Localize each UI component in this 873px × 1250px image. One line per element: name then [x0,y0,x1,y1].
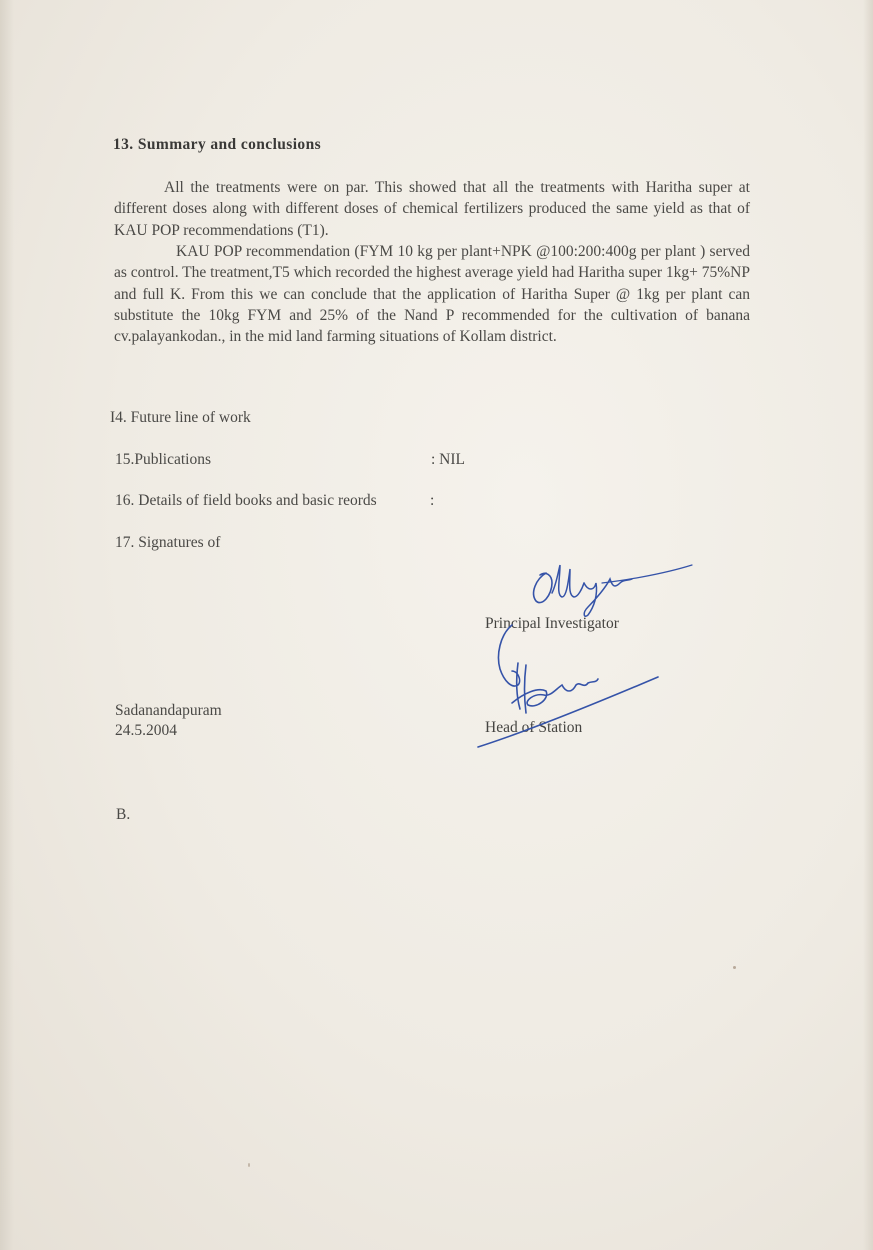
section-heading: 13. Summary and conclusions [113,136,322,153]
field-books-label: 16. Details of field books and basic reords [115,492,377,509]
signatures-label: 17. Signatures of [115,534,221,551]
paper-speck [733,966,736,969]
field-books-value: : [430,492,435,509]
future-work-label: I4. Future line of work [110,409,251,426]
principal-investigator-label: Principal Investigator [485,615,619,632]
place-name: Sadanandapuram [115,702,222,719]
footer-mark: B. [116,806,131,823]
publications-label: 15.Publications [115,451,212,468]
paper-speck [248,1163,250,1167]
head-of-station-signature [472,605,672,755]
paper-shadow-left [0,0,14,1250]
publications-value: : NIL [431,451,466,468]
summary-paragraph-1: All the treatments were on par. This showed that all the treatments with Haritha super at different doses along with different doses of chemical fertilizers produced the same yield as that of KAU POP recommendations (T1). [114,179,750,239]
head-of-station-label: Head of Station [485,719,583,736]
document-date: 24.5.2004 [115,722,177,739]
paper-shadow-right [863,0,873,1250]
summary-paragraph-2: KAU POP recommendation (FYM 10 kg per plant+NPK @100:200:400g per plant ) served as control. The treatment,T5 which recorded the highest average yield had Haritha super 1kg+ 75%NP and full K. From this we can conclude that the application of Haritha Super @ 1kg per plant can substitute the 10kg FYM and 25% of the Nand P recommended for the cultivation of banana cv.palayankodan., in the mid land farming situations of Kollam district. [114,243,750,346]
